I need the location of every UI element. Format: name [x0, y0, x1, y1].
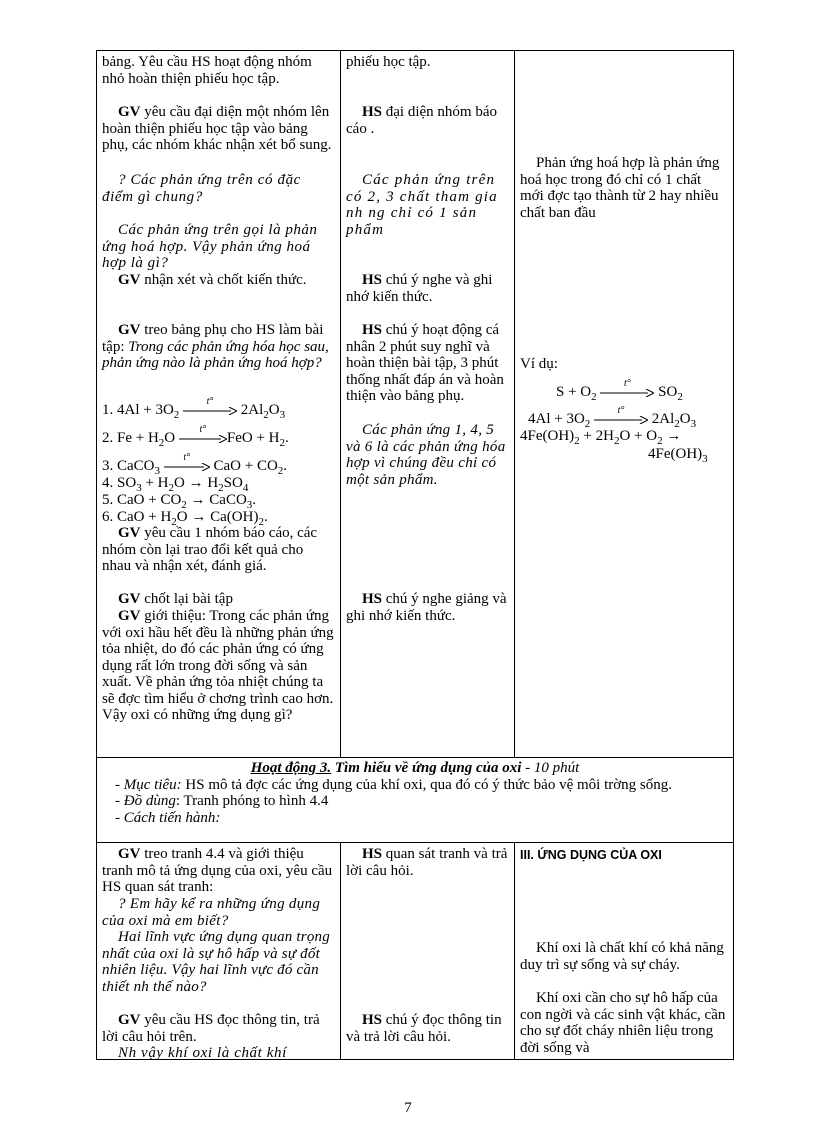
student-answer-2: Các phản ứng 1, 4, 5 và 6 là các phản ứng hóa hợp vì chúng đều chỉ có một sản phẩm.	[346, 422, 506, 488]
teacher-text-8: GV treo tranh 4.4 và giới thiệu tranh mô tả ứng dụng của oxi, yêu cầu HS quan sát tranh:	[102, 846, 333, 895]
reaction-arrow-icon: t°	[594, 416, 648, 424]
student-text-5: HS chú ý nghe giảng và ghi nhớ kiến thức.	[346, 591, 507, 624]
student-text-6: HS quan sát tranh và trả lời câu hỏi.	[346, 846, 508, 879]
equation-4: 4. $SO_3 + H_2O \to H_2SO_4$	[102, 475, 249, 494]
row-divider-1	[96, 757, 734, 758]
student-text-3: HS chú ý nghe và ghi nhớ kiến thức.	[346, 272, 493, 305]
student-answer-1: Các phản ứng trên có 2, 3 chất tham gia nh ng chỉ có 1 sản phẩm	[346, 172, 498, 238]
example-equation-1: $S + O_2$ t° $SO_2$	[556, 377, 683, 403]
equation-5: 5. CaO + $CO_2$ → CaCO$_3$.	[102, 492, 257, 511]
activity-3-tools: - Đồ dùng: Tranh phóng to hình 4.4	[115, 793, 329, 809]
teacher-text-1: bảng. Yêu cầu HS hoạt động nhóm nhỏ hoàn thiện phiếu học tập.	[102, 54, 312, 87]
column-divider-2	[514, 50, 515, 757]
example-equation-2: $4Al + 3O_2$ t° $2Al_2O_3$	[528, 404, 697, 430]
content-heading: III. ỨNG DỤNG CỦA OXI	[520, 848, 662, 862]
student-text-2: HS đại diện nhóm báo cáo .	[346, 104, 497, 137]
definition-text: Phản ứng hoá hợp là phản ứng hoá học trong đó chỉ có 1 chất mới đợc tạo thành từ 2 hay nhiều chất ban đầu	[520, 155, 720, 221]
teacher-text-9: Hai lĩnh vực ứng dụng quan trọng nhất của oxi là sự hô hấp và sự đốt nhiên liệu. Vậy hai lĩnh vực đó cần thiết nh thế nào?	[102, 929, 330, 995]
column-divider-4	[514, 842, 515, 1060]
teacher-text-7: GV giới thiệu: Trong các phản ứng với oxi hầu hết đều là những phản ứng tỏa nhiệt, do đó các phản ứng có ứng dụng rất lớn trong đời sống và sản xuất. Về phản ứng tỏa nhiệt chúng ta sẽ đợc tìm hiểu ở chơng trình cao hơn. Vậy oxi có những ứng dụng gì?	[102, 608, 334, 723]
teacher-text-4: GV nhận xét và chốt kiến thức.	[118, 272, 307, 288]
student-text-4: HS chú ý hoạt động cá nhân 2 phút suy nghĩ và hoàn thiện bài tập, 3 phút thống nhất đáp án và hoàn thiện vào bảng phụ.	[346, 322, 504, 404]
row-divider-2	[96, 842, 734, 843]
teacher-text-2: GV yêu cầu đại diện một nhóm lên hoàn thiện phiếu học tập vào bảng phụ, các nhóm khác nhận xét bổ sung.	[102, 104, 332, 153]
teacher-question-2: ? Em hãy kể ra những ứng dụng của oxi mà em biết?	[102, 896, 321, 929]
equation-2: 2. $Fe + H_2O$ t° FeO + $H_2$.	[102, 423, 289, 449]
teacher-exercise-intro: GV treo bảng phụ cho HS làm bài tập: Trong các phản ứng hóa học sau, phản ứng nào là phản ứng hoá hợp?	[102, 322, 329, 371]
content-text-1: Khí oxi là chất khí có khả năng duy trì sự sống và sự cháy.	[520, 940, 724, 973]
teacher-text-3: Các phản ứng trên gọi là phản ứng hoá hợp. Vậy phản ứng hoá hợp là gì?	[102, 222, 318, 271]
reaction-arrow-icon: t°	[600, 389, 654, 397]
equation-1: 1. $4Al + 3O_2$ t° $2Al_2O_3$	[102, 395, 286, 421]
teacher-text-5: GV yêu cầu 1 nhóm báo cáo, các nhóm còn lại trao đổi kết quả cho nhau và nhận xét, đánh giá.	[102, 525, 318, 574]
example-equation-3: $4Fe(OH)_2 + 2H_2O + O_2$ →	[520, 428, 682, 447]
reaction-arrow-icon: t°	[179, 435, 227, 443]
equation-6: 6. CaO + $H_2O \to Ca(OH)_2$.	[102, 509, 268, 528]
activity-3-heading	[101, 760, 729, 826]
reaction-arrow-icon: t°	[164, 463, 210, 471]
column-divider-1	[340, 50, 341, 757]
activity-3-method: - Cách tiến hành:	[115, 809, 221, 826]
example-label: Ví dụ:	[520, 356, 558, 372]
teacher-question-1: ? Các phản ứng trên có đặc điểm gì chung?	[102, 172, 301, 205]
reaction-arrow-icon: t°	[183, 407, 237, 415]
teacher-text-10: GV yêu cầu HS đọc thông tin, trả lời câu hỏi trên.	[102, 1012, 320, 1045]
activity-3-title: Hoạt động 3. Tìm hiểu về ứng dụng của oxi - 10 phút	[250, 760, 580, 776]
equation-3: 3. CaCO$_3$ t° CaO + $CO_2$.	[102, 451, 288, 477]
example-equation-3-product: $4Fe(OH)_3$	[648, 446, 708, 465]
content-text-2: Khí oxi cần cho sự hô hấp của con ngời và các sinh vật khác, cần cho sự đốt cháy nhiên liệu trong đời sống và	[520, 990, 726, 1056]
student-text-1: phiếu học tập.	[346, 54, 431, 70]
activity-3-goal: - Mục tiêu: HS mô tả đợc các ứng dụng của khí oxi, qua đó có ý thức bảo vệ môi trờng sống.	[115, 776, 673, 793]
page-number: 7	[404, 1100, 412, 1116]
student-text-7: HS chú ý đọc thông tin và trả lời câu hỏi.	[346, 1012, 502, 1045]
column-divider-3	[340, 842, 341, 1060]
teacher-text-11: Nh vậy khí oxi là chất khí	[118, 1045, 287, 1061]
teacher-text-6: GV chốt lại bài tập	[118, 591, 233, 607]
